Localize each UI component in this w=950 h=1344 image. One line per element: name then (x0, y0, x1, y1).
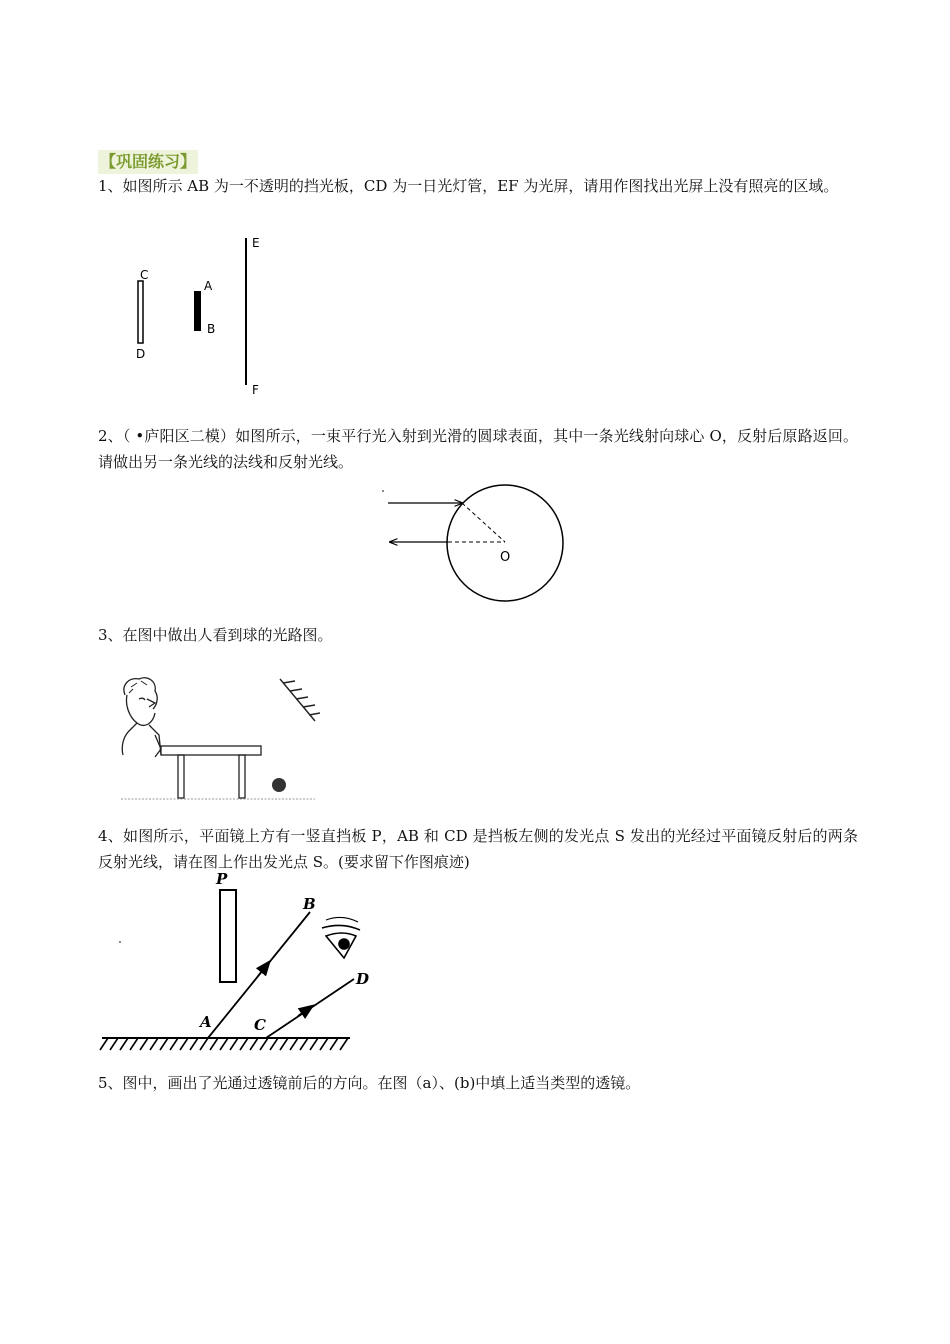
label-a: A (204, 279, 213, 293)
label-b: B (207, 322, 216, 336)
question-5 (98, 1070, 858, 1096)
table-leg-right (239, 755, 245, 798)
label-d: D (136, 347, 146, 361)
table-leg-left (178, 755, 184, 798)
label-e: E (252, 236, 260, 250)
section-title: 【巩固练习】 (98, 150, 198, 174)
mirror-hatching (100, 1038, 348, 1050)
figure-4-diagram (98, 866, 370, 1058)
figure-2-diagram (380, 485, 570, 610)
figure-1-diagram (130, 233, 270, 398)
question-5-text: 5、图中，画出了光通过透镜前后的方向。在图（a）、(b)中填上适当类型的透镜。 (98, 1074, 641, 1092)
ray-cd (266, 979, 354, 1038)
ray-cd-arrow (298, 1009, 308, 1016)
eye-icon (322, 917, 360, 958)
label-a: A (200, 1013, 212, 1031)
label-p: P (216, 870, 228, 888)
table-top (161, 746, 261, 755)
label-f: F (252, 383, 259, 397)
figure-3-diagram (115, 673, 330, 803)
lamp-cd (138, 281, 143, 343)
board-ab (194, 291, 201, 331)
question-2-text: 2、（ •庐阳区二模）如图所示，一束平行光入射到光滑的圆球表面，其中一条光线射向球心 O，反射后原路返回。请做出另一条光线的法线和反射光线。 (98, 427, 858, 471)
question-1 (98, 173, 858, 199)
label-d: D (356, 970, 370, 988)
ball (272, 778, 286, 792)
label-o: O (500, 550, 511, 565)
question-3-text: 3、在图中做出人看到球的光路图。 (98, 626, 333, 644)
label-c: C (254, 1016, 266, 1034)
ray-ab-arrow (258, 966, 266, 976)
question-1-text: 1、如图所示 AB 为一不透明的挡光板，CD 为一日光灯管，EF 为光屏，请用作图找出光屏上没有照亮的区域。 (98, 177, 839, 195)
question-2 (98, 423, 858, 475)
question-3 (98, 622, 858, 648)
sphere (447, 485, 563, 601)
person-figure (122, 678, 161, 757)
board-p (220, 890, 236, 982)
dashed-line-radius (462, 503, 505, 542)
mirror (280, 679, 320, 721)
question-4-text: 4、如图所示，平面镜上方有一竖直挡板 P，AB 和 CD 是挡板左侧的发光点 S 发出的光经过平面镜反射后的两条反射光线，请在图上作出发光点 S。(要求留下作图痕迹) (98, 827, 858, 871)
label-c: C (140, 268, 149, 282)
label-b: B (303, 895, 316, 913)
